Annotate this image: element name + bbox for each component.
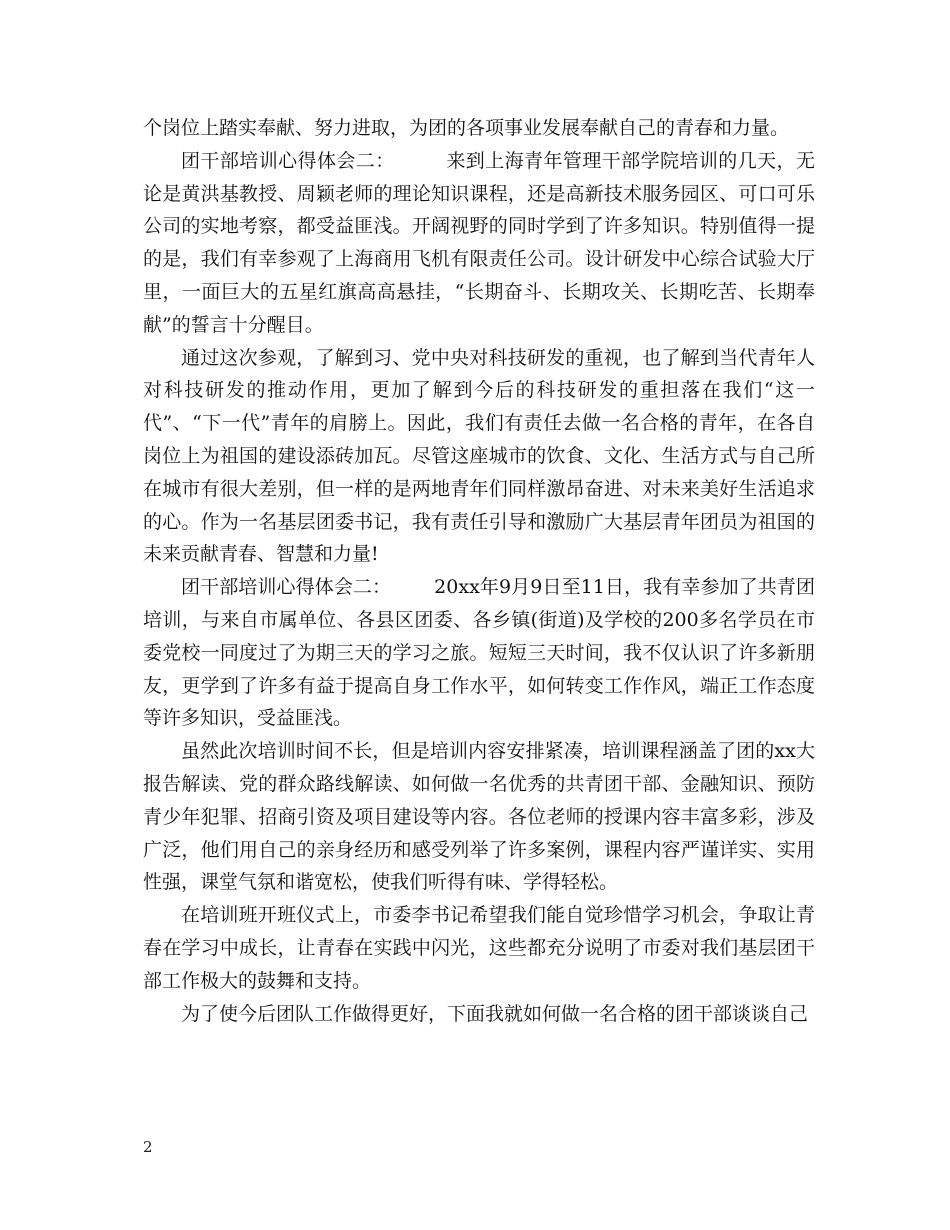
paragraph-text: 来到上海青年管理干部学院培训的几天，无论是黄洪基教授、周颖老师的理论知识课程，还是高新技术服务园区、可口可乐公司的实地考察，都受益匪浅。开阔视野的同时学到了许多知识。特别值得一提的是，我们有幸参观了上海商用飞机有限责任公司。设计研发中心综合试验大厅里，一面巨大的五星红旗高高悬挂，“长期奋斗、长期攻关、长期吃苦、长期奉献”的誓言十分醒目。 <box>143 149 815 336</box>
paragraph-text: 个岗位上踏实奉献、努力进取，为团的各项事业发展奉献自己的青春和力量。 <box>143 117 790 139</box>
paragraph-2 <box>143 145 815 342</box>
paragraph-3 <box>143 342 815 572</box>
paragraph-text: 20xx年9月9日至11日，我有幸参加了共青团培训，与来自市属单位、各县区团委、各乡镇(街道)及学校的200多名学员在市委党校一同度过了为期三天的学习之旅。短短三天时间，我不仅认识了许多新朋友，更学到了许多有益于提高自身工作水平，如何转变工作作风，端正工作态度等许多知识，受益匪浅。 <box>143 576 816 730</box>
paragraph-text: 虽然此次培训时间不长，但是培训内容安排紧凑，培训课程涵盖了团的xx大报告解读、党的群众路线解读、如何做一名优秀的共青团干部、金融知识、预防青少年犯罪、招商引资及项目建设等内容。各位老师的授课内容丰富多彩，涉及广泛，他们用自己的亲身经历和感受列举了许多案例，课程内容严谨详实、实用性强，课堂气氛和谐宽松，使我们听得有味、学得轻松。 <box>143 740 815 894</box>
body-text <box>143 112 815 1030</box>
paragraph-4 <box>143 571 815 735</box>
paragraph-text: 通过这次参观，了解到习、党中央对科技研发的重视，也了解到当代青年人对科技研发的推动作用，更加了解到今后的科技研发的重担落在我们“这一代”、“下一代”青年的肩膀上。因此，我们有责任去做一名合格的青年，在各自岗位上为祖国的建设添砖加瓦。尽管这座城市的饮食、文化、生活方式与自己所在城市有很大差别，但一样的是两地青年们同样激昂奋进、对未来美好生活追求的心。作为一名基层团委书记，我有责任引导和激励广大基层青年团员为祖国的未来贡献青春、智慧和力量! <box>143 346 815 566</box>
paragraph-text: 在培训班开班仪式上，市委李书记希望我们能自觉珍惜学习机会，争取让青春在学习中成长，让青春在实践中闪光，这些都充分说明了市委对我们基层团干部工作极大的鼓舞和支持。 <box>143 904 815 992</box>
section-heading: 团干部培训心得体会二： <box>181 576 392 599</box>
page-number: 2 <box>143 1138 153 1156</box>
heading-gap <box>391 576 434 598</box>
paragraph-1 <box>143 112 815 145</box>
heading-gap <box>395 150 447 172</box>
section-heading: 团干部培训心得体会二： <box>181 149 395 172</box>
paragraph-text: 为了使今后团队工作做得更好，下面我就如何做一名合格的团干部谈谈自己 <box>181 1002 809 1025</box>
paragraph-7 <box>143 998 815 1031</box>
paragraph-5 <box>143 735 815 899</box>
paragraph-6 <box>143 899 815 997</box>
